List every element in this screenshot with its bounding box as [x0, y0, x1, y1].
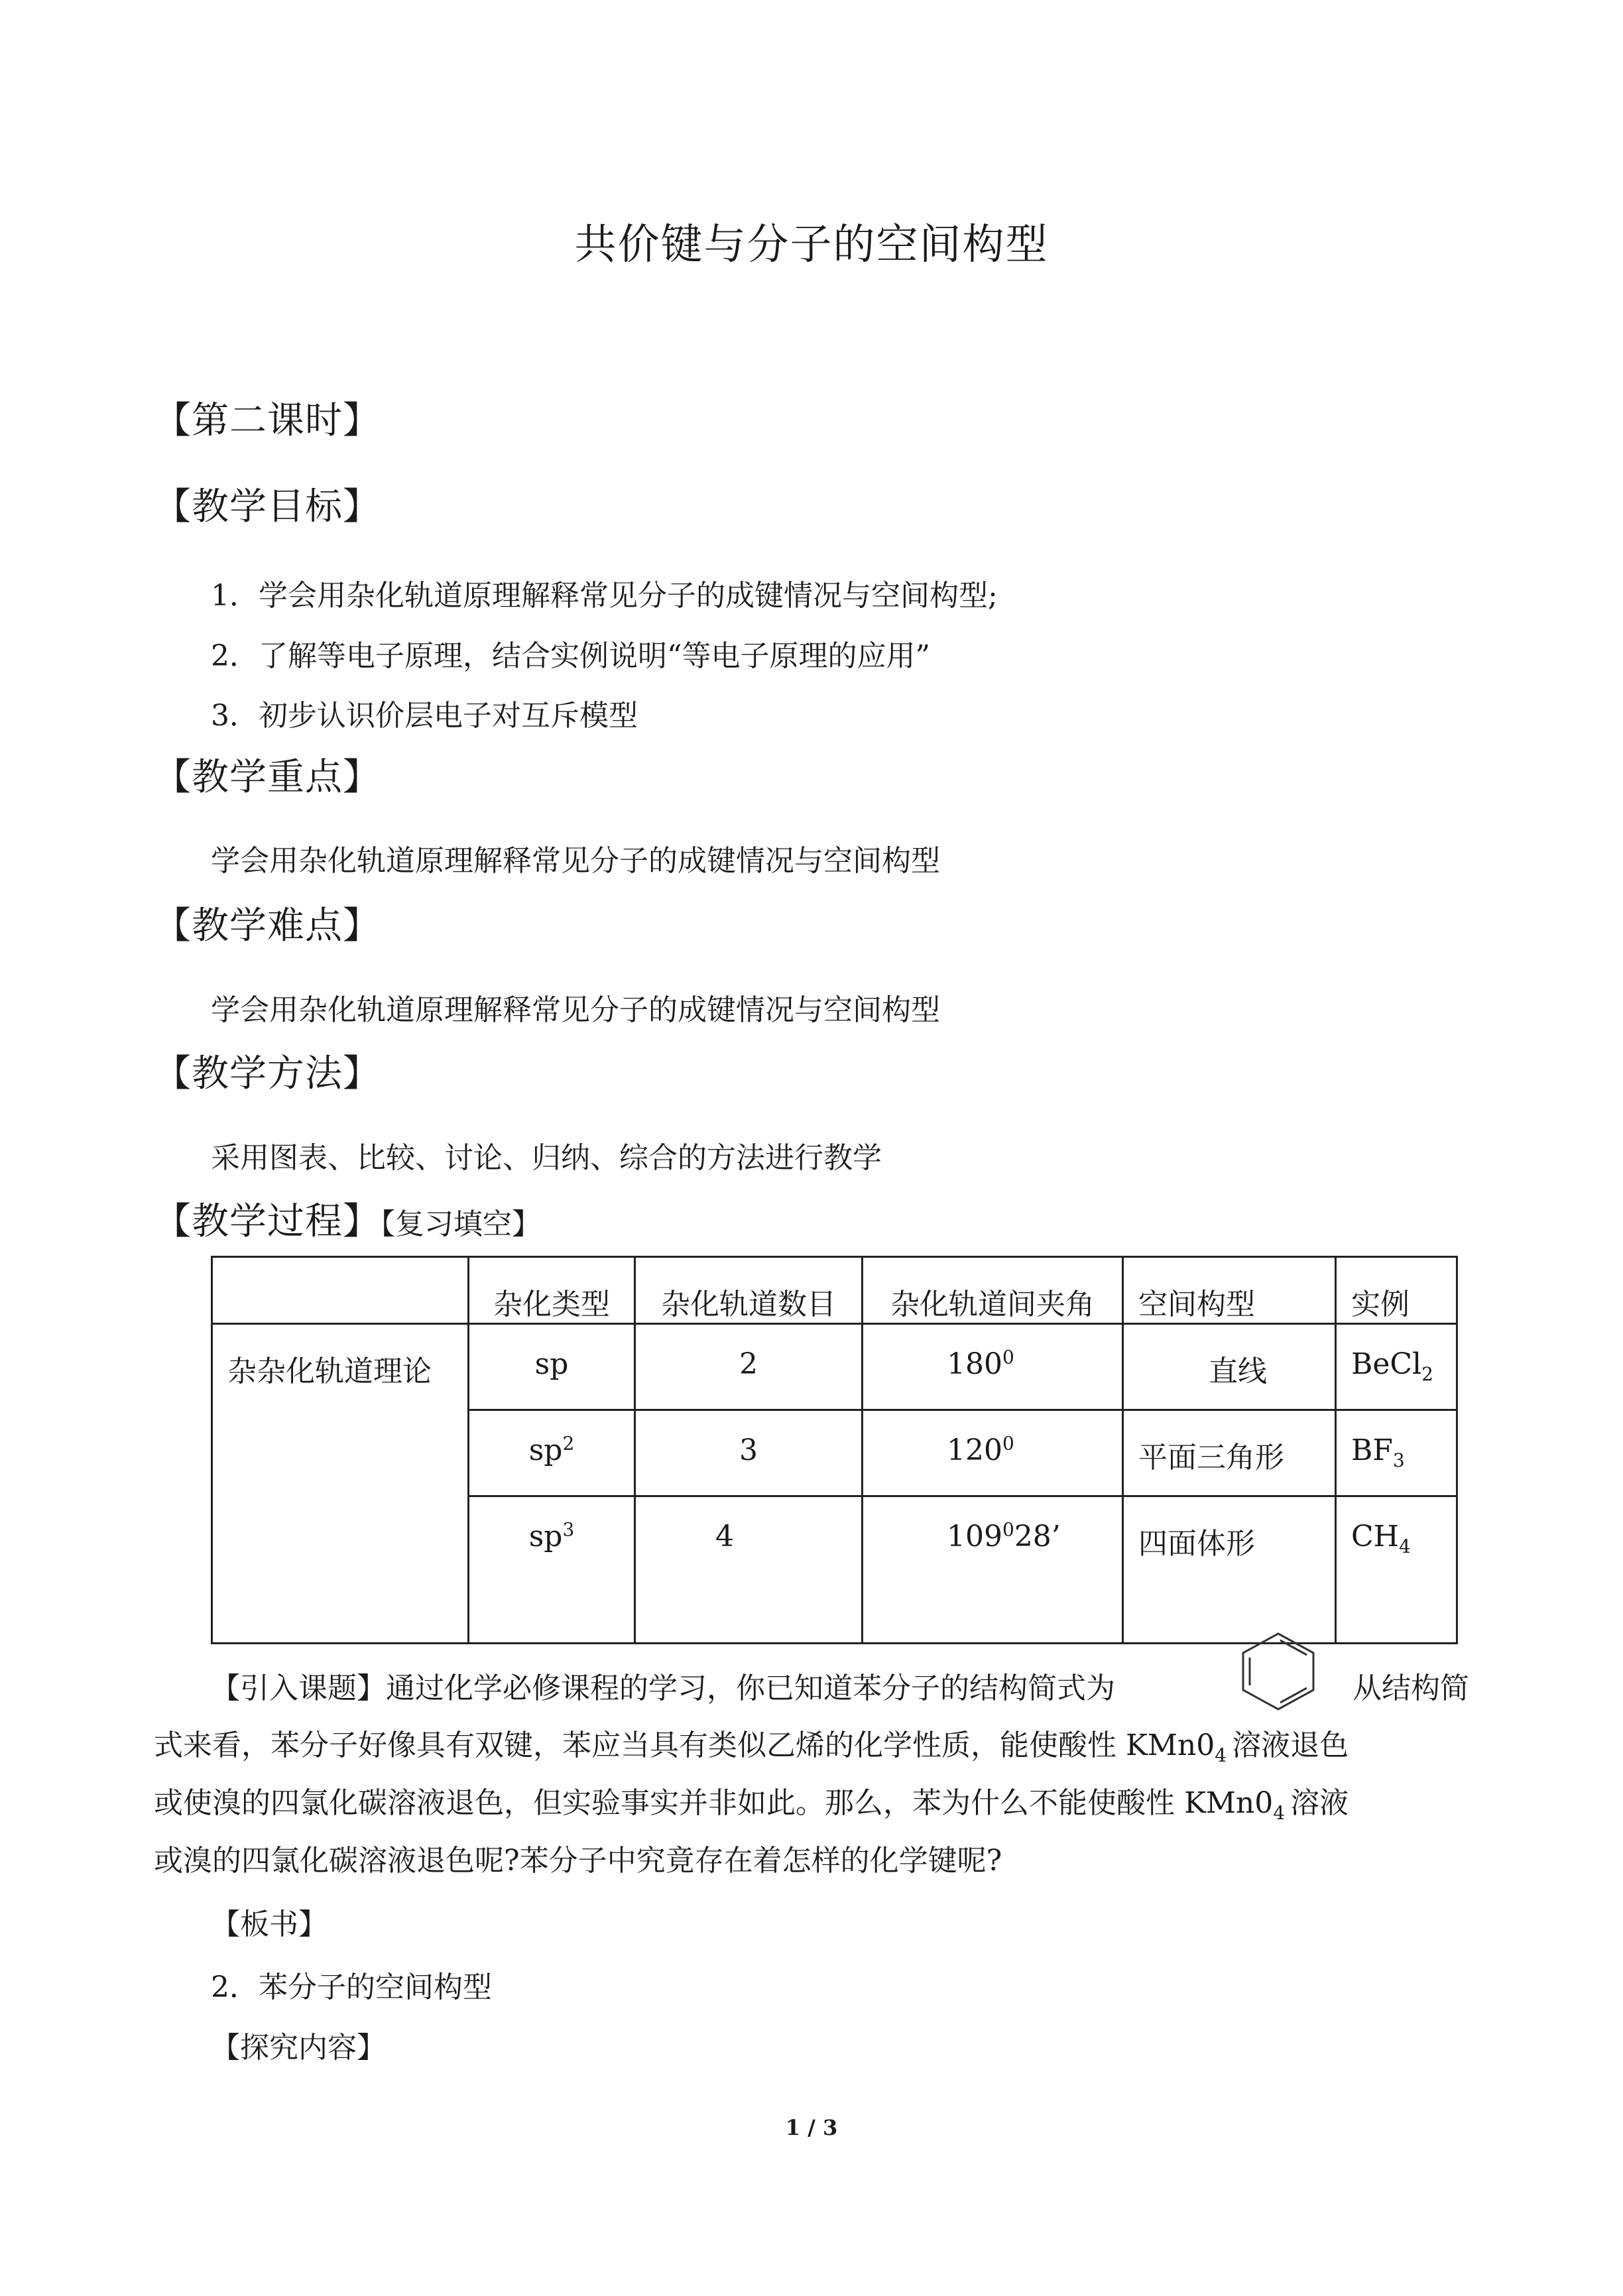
intro-line-1: 【引入课题】通过化学必修课程的学习，你已知道苯分子的结构简式为	[211, 1671, 1115, 1705]
table-cell-type: $sp^3$	[469, 1496, 635, 1644]
table-cell-count: 4	[635, 1496, 863, 1644]
objective-item-3: 3．初步认识价层电子对互斥模型	[211, 699, 638, 733]
table-cell-example: $CH_4$	[1336, 1496, 1457, 1644]
table-cell-shape: 四面体形	[1123, 1496, 1336, 1644]
table-cell-shape: 平面三角形	[1123, 1410, 1336, 1496]
section-methods: 【教学方法】	[154, 1052, 381, 1095]
table-row-label: 杂杂化轨道理论	[212, 1324, 469, 1644]
benzene-structure-icon	[1235, 1631, 1321, 1712]
table-header-row	[212, 1257, 1457, 1324]
page-title: 共价键与分子的空间构型	[574, 220, 1049, 269]
table-cell-count: 2	[635, 1324, 863, 1410]
section-objectives: 【教学目标】	[154, 485, 381, 528]
table-cell-angle: $180^0$	[863, 1324, 1123, 1410]
table-header: 空间构型	[1123, 1257, 1336, 1324]
process-subheading: 【复习填空】	[381, 1207, 541, 1241]
section-process	[154, 1192, 541, 1245]
table-header: 实例	[1336, 1257, 1457, 1324]
section-lesson: 【第二课时】	[154, 399, 381, 442]
explore-label: 【探究内容】	[211, 2031, 386, 2065]
objective-item-2: 2．了解等电子原理，结合实例说明“等电子原理的应用”	[211, 639, 930, 673]
difficulties-text: 学会用杂化轨道原理解释常见分子的成键情况与空间构型	[211, 993, 940, 1027]
table-cell-type: $sp^2$	[469, 1410, 635, 1496]
table-cell-angle: $120^0$	[863, 1410, 1123, 1496]
table-cell-count: 3	[635, 1410, 863, 1496]
section-key-points: 【教学重点】	[154, 756, 381, 799]
table-cell-example: $BF_3$	[1336, 1410, 1457, 1496]
methods-text: 采用图表、比较、讨论、归纳、综合的方法进行教学	[211, 1141, 882, 1175]
table-header: 杂化轨道数目	[635, 1257, 863, 1324]
table-cell-type: sp	[469, 1324, 635, 1410]
table-corner-cell	[212, 1257, 469, 1324]
board-label: 【板书】	[211, 1907, 328, 1941]
table-cell-angle: $109^028$’	[863, 1496, 1123, 1644]
section-difficulties: 【教学难点】	[154, 904, 381, 947]
page-number: 1 / 3	[785, 2115, 838, 2140]
process-heading: 【教学过程】	[154, 1200, 381, 1243]
hybridization-table	[211, 1256, 1458, 1644]
table-cell-example: BeCl$_2$	[1336, 1324, 1457, 1410]
objective-item-1: 1．学会用杂化轨道原理解释常见分子的成键情况与空间构型;	[211, 579, 998, 613]
key-points-text: 学会用杂化轨道原理解释常见分子的成键情况与空间构型	[211, 844, 940, 878]
intro-line-3: 或使溴的四氯化碳溶液退色，但实验事实并非如此。那么，苯为什么不能使酸性 $KMn0_4$ 溶液	[154, 1786, 1349, 1824]
table-cell-shape: 直线	[1123, 1324, 1336, 1410]
table-header: 杂化类型	[469, 1257, 635, 1324]
table-header: 杂化轨道间夹角	[863, 1257, 1123, 1324]
intro-line-1-end: 从结构简	[1352, 1671, 1469, 1705]
board-item: 2．苯分子的空间构型	[211, 1970, 492, 2004]
intro-line-2: 式来看，苯分子好像具有双键，苯应当具有类似乙烯的化学性质，能使酸性 $KMn0_4$ 溶液退色	[154, 1728, 1349, 1766]
intro-line-4: 或溴的四氯化碳溶液退色呢?苯分子中究竟存在着怎样的化学键呢?	[154, 1844, 1002, 1878]
table-row	[212, 1324, 1457, 1410]
